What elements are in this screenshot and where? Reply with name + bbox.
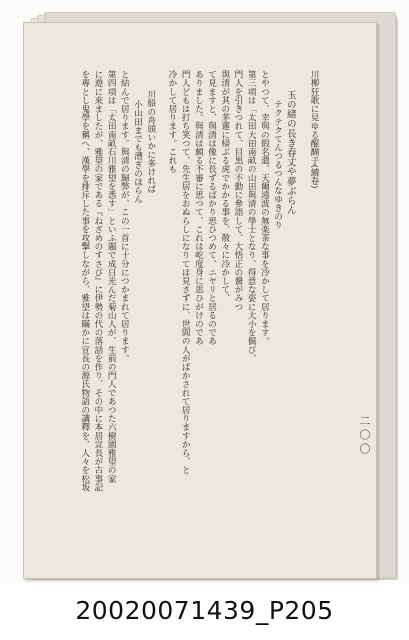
vertical-text-body — [55, 70, 320, 510]
text-column: 冷かして居ります。これも — [166, 70, 177, 174]
verse-line: 川船の舟頭いかに多ければ — [145, 90, 156, 194]
file-id-caption: 20020071439_P205 — [75, 596, 334, 625]
text-column: 與清が其の茅蓮に帰ぶる虎でかかる事を、散々に冷かして、 — [219, 70, 230, 303]
text-column: に遊に來ましたが、雅望の家である『ねざめのすさび』に伊勢の代の落話を作り、その中に本居宣長が古事記 — [92, 70, 103, 492]
text-column: 門人を引きつれて、目黒の不動に參詣して、大悟正の醤がみつ — [232, 70, 243, 311]
article-heading: 川柳狂歌に見ゆる醍醐子(續卷) — [309, 70, 319, 189]
text-column: 第四項は「太田南畝石川雅望を悉す」といふ題で成日光んだ菊山人が、生前の門人であつた六樹園雅望の家 — [106, 70, 117, 483]
text-column: 門人どもは打ち笑つて、先生居をおぬらしになりては見さずに、世間の人がばかされて居りますから、と — [180, 70, 191, 475]
verse-line: 玉の緒の長き春丈や夢ぶらん — [284, 90, 296, 215]
text-column: て見ますと、與清は像に長ずるばかり思ひつめて、ニヤリと居るのであ — [206, 70, 217, 346]
verse-line: 小山田までも漕ぎのほらん — [132, 100, 143, 204]
page-number: 二〇〇 — [358, 415, 371, 457]
text-column: ありました。與清は頗る不審に思つて、これは屹度身に思ひがけのであ — [193, 70, 204, 346]
text-column: を專とし鬼學を稱へ、漢學を排斥した事を攻撃しながら、雅望は瞞かに宣長の源氏物語の講釋を、人々を松坂 — [79, 70, 90, 492]
text-column: 第三項は「太田大田南畝の山田與清の學士となり、得意な姿に大小を佩び、 — [246, 70, 257, 363]
verse-line: テクテクてんつるつんなゆきのり — [272, 100, 283, 229]
text-column: とやつて、幸與の假名遣、天爾遠波の無楽茶な事を冷かして居ります。 — [259, 70, 270, 346]
text-column: と結んで居ります。與清の歸弊が、この一首に十分につかまれて居ります。 — [119, 70, 130, 363]
